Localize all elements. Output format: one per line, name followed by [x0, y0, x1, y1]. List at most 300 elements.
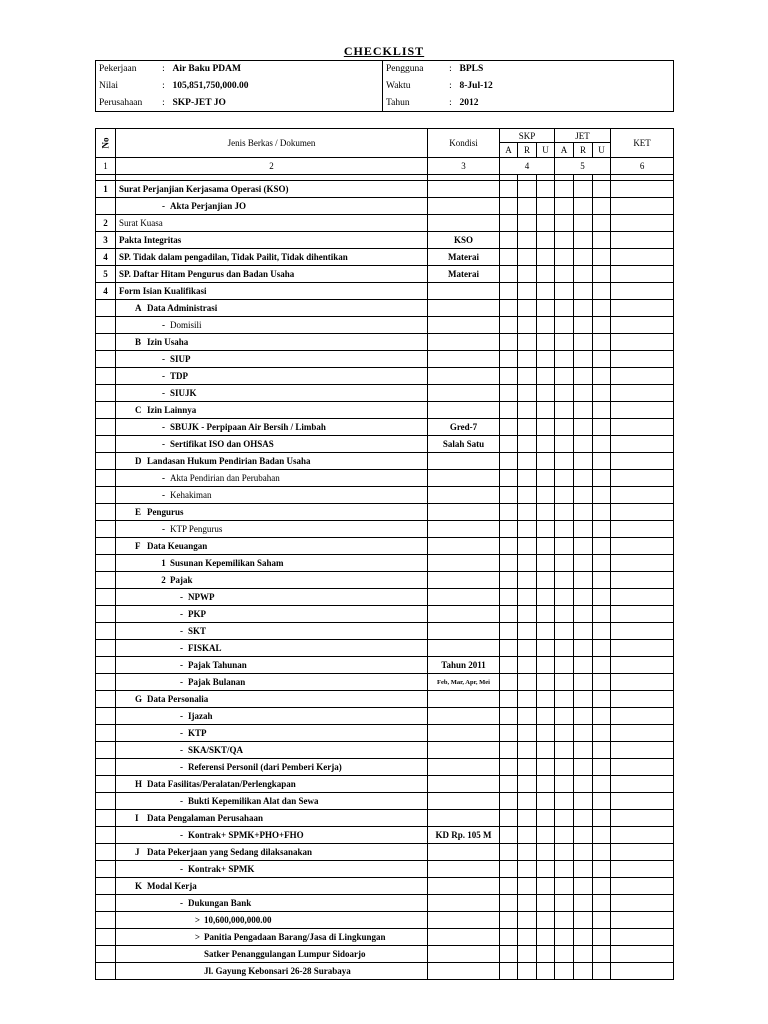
check-cell[interactable]	[500, 487, 518, 504]
check-cell[interactable]	[500, 640, 518, 657]
check-cell[interactable]	[537, 368, 555, 385]
ket-cell[interactable]	[611, 385, 674, 402]
check-cell[interactable]	[593, 657, 611, 674]
check-cell[interactable]	[518, 776, 537, 793]
ket-cell[interactable]	[611, 589, 674, 606]
check-cell[interactable]	[555, 963, 574, 980]
check-cell[interactable]	[574, 691, 593, 708]
ket-cell[interactable]	[611, 606, 674, 623]
check-cell[interactable]	[555, 606, 574, 623]
check-cell[interactable]	[593, 674, 611, 691]
check-cell[interactable]	[518, 929, 537, 946]
check-cell[interactable]	[518, 674, 537, 691]
ket-cell[interactable]	[611, 487, 674, 504]
check-cell[interactable]	[500, 929, 518, 946]
check-cell[interactable]	[500, 912, 518, 929]
check-cell[interactable]	[500, 963, 518, 980]
check-cell[interactable]	[555, 657, 574, 674]
check-cell[interactable]	[574, 878, 593, 895]
ket-cell[interactable]	[611, 300, 674, 317]
check-cell[interactable]	[537, 300, 555, 317]
check-cell[interactable]	[593, 776, 611, 793]
check-cell[interactable]	[574, 334, 593, 351]
check-cell[interactable]	[574, 657, 593, 674]
check-cell[interactable]	[500, 232, 518, 249]
check-cell[interactable]	[593, 725, 611, 742]
check-cell[interactable]	[574, 215, 593, 232]
ket-cell[interactable]	[611, 436, 674, 453]
check-cell[interactable]	[593, 708, 611, 725]
check-cell[interactable]	[593, 912, 611, 929]
check-cell[interactable]	[500, 878, 518, 895]
check-cell[interactable]	[574, 776, 593, 793]
check-cell[interactable]	[593, 385, 611, 402]
check-cell[interactable]	[518, 725, 537, 742]
check-cell[interactable]	[593, 521, 611, 538]
check-cell[interactable]	[593, 198, 611, 215]
check-cell[interactable]	[593, 844, 611, 861]
ket-cell[interactable]	[611, 793, 674, 810]
check-cell[interactable]	[518, 436, 537, 453]
check-cell[interactable]	[555, 249, 574, 266]
check-cell[interactable]	[574, 521, 593, 538]
check-cell[interactable]	[574, 572, 593, 589]
ket-cell[interactable]	[611, 963, 674, 980]
check-cell[interactable]	[537, 674, 555, 691]
check-cell[interactable]	[537, 691, 555, 708]
check-cell[interactable]	[500, 691, 518, 708]
check-cell[interactable]	[537, 963, 555, 980]
ket-cell[interactable]	[611, 691, 674, 708]
check-cell[interactable]	[574, 317, 593, 334]
check-cell[interactable]	[518, 504, 537, 521]
check-cell[interactable]	[593, 334, 611, 351]
ket-cell[interactable]	[611, 725, 674, 742]
check-cell[interactable]	[500, 844, 518, 861]
check-cell[interactable]	[555, 776, 574, 793]
ket-cell[interactable]	[611, 283, 674, 300]
check-cell[interactable]	[500, 402, 518, 419]
check-cell[interactable]	[518, 419, 537, 436]
check-cell[interactable]	[555, 572, 574, 589]
check-cell[interactable]	[574, 827, 593, 844]
check-cell[interactable]	[555, 266, 574, 283]
ket-cell[interactable]	[611, 674, 674, 691]
check-cell[interactable]	[593, 504, 611, 521]
check-cell[interactable]	[555, 827, 574, 844]
check-cell[interactable]	[555, 283, 574, 300]
check-cell[interactable]	[593, 453, 611, 470]
check-cell[interactable]	[574, 283, 593, 300]
check-cell[interactable]	[518, 589, 537, 606]
check-cell[interactable]	[555, 334, 574, 351]
check-cell[interactable]	[574, 912, 593, 929]
check-cell[interactable]	[555, 929, 574, 946]
check-cell[interactable]	[574, 198, 593, 215]
check-cell[interactable]	[574, 810, 593, 827]
check-cell[interactable]	[593, 589, 611, 606]
check-cell[interactable]	[555, 555, 574, 572]
ket-cell[interactable]	[611, 827, 674, 844]
check-cell[interactable]	[518, 759, 537, 776]
check-cell[interactable]	[518, 215, 537, 232]
check-cell[interactable]	[500, 895, 518, 912]
check-cell[interactable]	[500, 725, 518, 742]
ket-cell[interactable]	[611, 521, 674, 538]
check-cell[interactable]	[555, 402, 574, 419]
ket-cell[interactable]	[611, 657, 674, 674]
ket-cell[interactable]	[611, 708, 674, 725]
check-cell[interactable]	[537, 181, 555, 198]
ket-cell[interactable]	[611, 929, 674, 946]
check-cell[interactable]	[593, 266, 611, 283]
check-cell[interactable]	[500, 385, 518, 402]
check-cell[interactable]	[593, 759, 611, 776]
check-cell[interactable]	[518, 793, 537, 810]
ket-cell[interactable]	[611, 453, 674, 470]
ket-cell[interactable]	[611, 198, 674, 215]
check-cell[interactable]	[500, 708, 518, 725]
check-cell[interactable]	[593, 606, 611, 623]
check-cell[interactable]	[555, 691, 574, 708]
check-cell[interactable]	[500, 589, 518, 606]
ket-cell[interactable]	[611, 334, 674, 351]
check-cell[interactable]	[574, 623, 593, 640]
check-cell[interactable]	[555, 419, 574, 436]
check-cell[interactable]	[500, 453, 518, 470]
check-cell[interactable]	[537, 436, 555, 453]
check-cell[interactable]	[537, 266, 555, 283]
check-cell[interactable]	[500, 368, 518, 385]
check-cell[interactable]	[593, 895, 611, 912]
check-cell[interactable]	[537, 487, 555, 504]
check-cell[interactable]	[537, 929, 555, 946]
check-cell[interactable]	[500, 657, 518, 674]
check-cell[interactable]	[593, 827, 611, 844]
ket-cell[interactable]	[611, 419, 674, 436]
check-cell[interactable]	[555, 895, 574, 912]
check-cell[interactable]	[537, 878, 555, 895]
ket-cell[interactable]	[611, 844, 674, 861]
check-cell[interactable]	[574, 555, 593, 572]
check-cell[interactable]	[518, 249, 537, 266]
check-cell[interactable]	[518, 708, 537, 725]
check-cell[interactable]	[574, 895, 593, 912]
check-cell[interactable]	[537, 640, 555, 657]
check-cell[interactable]	[555, 521, 574, 538]
ket-cell[interactable]	[611, 878, 674, 895]
check-cell[interactable]	[537, 725, 555, 742]
check-cell[interactable]	[500, 946, 518, 963]
check-cell[interactable]	[500, 198, 518, 215]
check-cell[interactable]	[500, 572, 518, 589]
check-cell[interactable]	[574, 606, 593, 623]
check-cell[interactable]	[537, 232, 555, 249]
check-cell[interactable]	[518, 470, 537, 487]
check-cell[interactable]	[593, 538, 611, 555]
check-cell[interactable]	[500, 827, 518, 844]
check-cell[interactable]	[500, 861, 518, 878]
check-cell[interactable]	[574, 844, 593, 861]
check-cell[interactable]	[518, 572, 537, 589]
ket-cell[interactable]	[611, 640, 674, 657]
check-cell[interactable]	[500, 470, 518, 487]
check-cell[interactable]	[500, 793, 518, 810]
ket-cell[interactable]	[611, 759, 674, 776]
check-cell[interactable]	[574, 640, 593, 657]
check-cell[interactable]	[593, 317, 611, 334]
ket-cell[interactable]	[611, 555, 674, 572]
check-cell[interactable]	[537, 776, 555, 793]
check-cell[interactable]	[574, 589, 593, 606]
ket-cell[interactable]	[611, 861, 674, 878]
check-cell[interactable]	[537, 946, 555, 963]
check-cell[interactable]	[574, 742, 593, 759]
check-cell[interactable]	[555, 912, 574, 929]
check-cell[interactable]	[593, 300, 611, 317]
ket-cell[interactable]	[611, 317, 674, 334]
check-cell[interactable]	[518, 810, 537, 827]
ket-cell[interactable]	[611, 810, 674, 827]
check-cell[interactable]	[518, 555, 537, 572]
check-cell[interactable]	[537, 759, 555, 776]
check-cell[interactable]	[537, 504, 555, 521]
check-cell[interactable]	[537, 317, 555, 334]
check-cell[interactable]	[593, 249, 611, 266]
check-cell[interactable]	[555, 232, 574, 249]
check-cell[interactable]	[555, 589, 574, 606]
check-cell[interactable]	[593, 640, 611, 657]
ket-cell[interactable]	[611, 470, 674, 487]
check-cell[interactable]	[593, 691, 611, 708]
check-cell[interactable]	[555, 487, 574, 504]
check-cell[interactable]	[555, 385, 574, 402]
check-cell[interactable]	[555, 317, 574, 334]
ket-cell[interactable]	[611, 351, 674, 368]
check-cell[interactable]	[574, 538, 593, 555]
check-cell[interactable]	[593, 810, 611, 827]
check-cell[interactable]	[537, 572, 555, 589]
check-cell[interactable]	[518, 317, 537, 334]
check-cell[interactable]	[593, 963, 611, 980]
check-cell[interactable]	[500, 810, 518, 827]
check-cell[interactable]	[500, 249, 518, 266]
check-cell[interactable]	[518, 827, 537, 844]
check-cell[interactable]	[518, 334, 537, 351]
check-cell[interactable]	[574, 181, 593, 198]
check-cell[interactable]	[500, 351, 518, 368]
check-cell[interactable]	[537, 470, 555, 487]
check-cell[interactable]	[518, 368, 537, 385]
check-cell[interactable]	[518, 878, 537, 895]
check-cell[interactable]	[500, 538, 518, 555]
check-cell[interactable]	[518, 691, 537, 708]
check-cell[interactable]	[537, 623, 555, 640]
check-cell[interactable]	[574, 453, 593, 470]
check-cell[interactable]	[537, 657, 555, 674]
check-cell[interactable]	[555, 623, 574, 640]
check-cell[interactable]	[574, 266, 593, 283]
check-cell[interactable]	[537, 606, 555, 623]
check-cell[interactable]	[555, 640, 574, 657]
check-cell[interactable]	[555, 844, 574, 861]
check-cell[interactable]	[518, 198, 537, 215]
check-cell[interactable]	[500, 759, 518, 776]
check-cell[interactable]	[555, 436, 574, 453]
check-cell[interactable]	[537, 419, 555, 436]
check-cell[interactable]	[500, 215, 518, 232]
check-cell[interactable]	[555, 300, 574, 317]
check-cell[interactable]	[593, 793, 611, 810]
check-cell[interactable]	[574, 963, 593, 980]
check-cell[interactable]	[574, 861, 593, 878]
check-cell[interactable]	[500, 521, 518, 538]
check-cell[interactable]	[500, 334, 518, 351]
check-cell[interactable]	[555, 725, 574, 742]
check-cell[interactable]	[518, 402, 537, 419]
check-cell[interactable]	[500, 623, 518, 640]
ket-cell[interactable]	[611, 232, 674, 249]
ket-cell[interactable]	[611, 368, 674, 385]
check-cell[interactable]	[537, 844, 555, 861]
check-cell[interactable]	[500, 436, 518, 453]
check-cell[interactable]	[500, 674, 518, 691]
ket-cell[interactable]	[611, 623, 674, 640]
check-cell[interactable]	[593, 623, 611, 640]
check-cell[interactable]	[593, 878, 611, 895]
check-cell[interactable]	[593, 861, 611, 878]
check-cell[interactable]	[518, 963, 537, 980]
ket-cell[interactable]	[611, 181, 674, 198]
check-cell[interactable]	[518, 538, 537, 555]
check-cell[interactable]	[500, 283, 518, 300]
check-cell[interactable]	[593, 572, 611, 589]
ket-cell[interactable]	[611, 895, 674, 912]
check-cell[interactable]	[574, 759, 593, 776]
check-cell[interactable]	[537, 708, 555, 725]
check-cell[interactable]	[537, 521, 555, 538]
check-cell[interactable]	[555, 946, 574, 963]
check-cell[interactable]	[537, 827, 555, 844]
check-cell[interactable]	[574, 232, 593, 249]
check-cell[interactable]	[537, 589, 555, 606]
ket-cell[interactable]	[611, 266, 674, 283]
check-cell[interactable]	[555, 351, 574, 368]
check-cell[interactable]	[537, 453, 555, 470]
check-cell[interactable]	[574, 470, 593, 487]
check-cell[interactable]	[518, 453, 537, 470]
check-cell[interactable]	[555, 708, 574, 725]
check-cell[interactable]	[500, 300, 518, 317]
check-cell[interactable]	[593, 232, 611, 249]
check-cell[interactable]	[593, 419, 611, 436]
check-cell[interactable]	[574, 419, 593, 436]
ket-cell[interactable]	[611, 776, 674, 793]
check-cell[interactable]	[593, 555, 611, 572]
check-cell[interactable]	[518, 657, 537, 674]
check-cell[interactable]	[500, 555, 518, 572]
check-cell[interactable]	[555, 878, 574, 895]
ket-cell[interactable]	[611, 504, 674, 521]
check-cell[interactable]	[574, 300, 593, 317]
check-cell[interactable]	[574, 946, 593, 963]
check-cell[interactable]	[537, 793, 555, 810]
check-cell[interactable]	[518, 351, 537, 368]
check-cell[interactable]	[555, 215, 574, 232]
check-cell[interactable]	[593, 215, 611, 232]
check-cell[interactable]	[518, 385, 537, 402]
ket-cell[interactable]	[611, 572, 674, 589]
check-cell[interactable]	[518, 742, 537, 759]
check-cell[interactable]	[518, 861, 537, 878]
check-cell[interactable]	[555, 793, 574, 810]
check-cell[interactable]	[500, 504, 518, 521]
check-cell[interactable]	[574, 385, 593, 402]
check-cell[interactable]	[518, 232, 537, 249]
ket-cell[interactable]	[611, 402, 674, 419]
ket-cell[interactable]	[611, 249, 674, 266]
check-cell[interactable]	[537, 555, 555, 572]
check-cell[interactable]	[537, 912, 555, 929]
check-cell[interactable]	[537, 402, 555, 419]
check-cell[interactable]	[555, 198, 574, 215]
check-cell[interactable]	[537, 895, 555, 912]
ket-cell[interactable]	[611, 912, 674, 929]
check-cell[interactable]	[518, 623, 537, 640]
check-cell[interactable]	[593, 402, 611, 419]
check-cell[interactable]	[537, 861, 555, 878]
check-cell[interactable]	[518, 521, 537, 538]
check-cell[interactable]	[518, 283, 537, 300]
check-cell[interactable]	[500, 742, 518, 759]
check-cell[interactable]	[555, 861, 574, 878]
check-cell[interactable]	[518, 606, 537, 623]
check-cell[interactable]	[518, 895, 537, 912]
check-cell[interactable]	[574, 725, 593, 742]
check-cell[interactable]	[555, 181, 574, 198]
check-cell[interactable]	[537, 249, 555, 266]
check-cell[interactable]	[574, 929, 593, 946]
check-cell[interactable]	[574, 436, 593, 453]
check-cell[interactable]	[518, 912, 537, 929]
check-cell[interactable]	[574, 793, 593, 810]
check-cell[interactable]	[500, 317, 518, 334]
check-cell[interactable]	[574, 249, 593, 266]
check-cell[interactable]	[555, 453, 574, 470]
check-cell[interactable]	[574, 504, 593, 521]
check-cell[interactable]	[593, 470, 611, 487]
check-cell[interactable]	[593, 929, 611, 946]
check-cell[interactable]	[593, 742, 611, 759]
check-cell[interactable]	[555, 538, 574, 555]
check-cell[interactable]	[555, 759, 574, 776]
check-cell[interactable]	[574, 351, 593, 368]
ket-cell[interactable]	[611, 742, 674, 759]
check-cell[interactable]	[518, 946, 537, 963]
check-cell[interactable]	[574, 487, 593, 504]
check-cell[interactable]	[593, 351, 611, 368]
check-cell[interactable]	[593, 181, 611, 198]
check-cell[interactable]	[574, 708, 593, 725]
check-cell[interactable]	[537, 215, 555, 232]
check-cell[interactable]	[555, 674, 574, 691]
check-cell[interactable]	[555, 368, 574, 385]
ket-cell[interactable]	[611, 215, 674, 232]
check-cell[interactable]	[537, 810, 555, 827]
check-cell[interactable]	[555, 470, 574, 487]
check-cell[interactable]	[500, 606, 518, 623]
check-cell[interactable]	[574, 368, 593, 385]
